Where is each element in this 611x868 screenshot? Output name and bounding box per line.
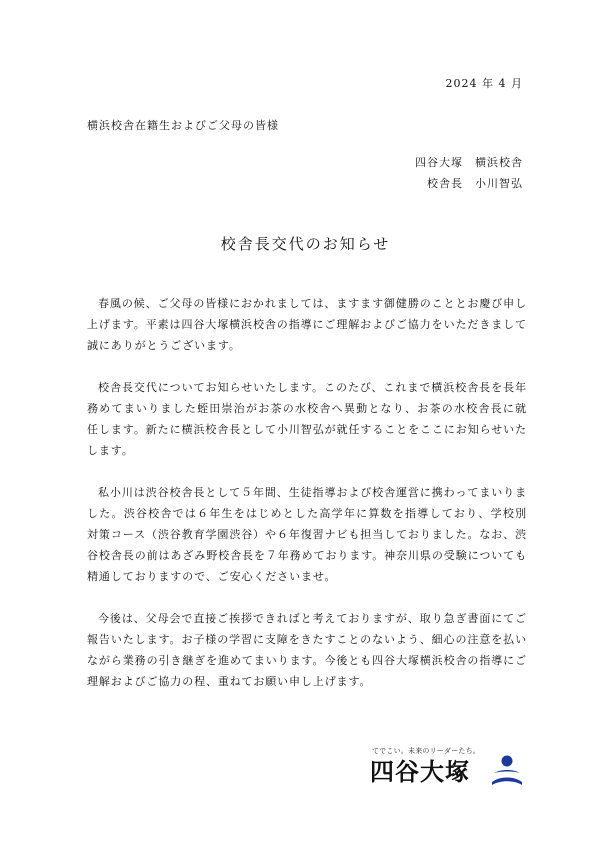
body-paragraph: 今後は、父母会で直接ご挨拶できればと考えておりますが、取り急ぎ書面にてご報告いたします。お子様の学習に支障をきたすことのないよう、細心の注意を払いながら業務の引き継ぎを進めてまいります。今後とも四谷大塚横浜校舎の指導にご理解およびご協力の程、重ねてお願い申し上げます。 xyxy=(87,612,527,688)
letter-sender xyxy=(415,152,523,194)
body-paragraph: 私小川は渋谷校舎長として５年間、生徒指導および校舎運営に携わってまいりました。渋谷校舎では６年生をはじめとした高学年に算数を指導しており、学校別対策コース（渋谷教育学園渋谷）や６年復習ナビも担当しておりました。なお、渋谷校舎長の前はあざみ野校舎長を７年務めております。神奈川県の受験についても精通しておりますので、ご安心くださいませ。 xyxy=(87,486,527,583)
body-paragraph: 校舎長交代についてお知らせいたします。このたび、これまで横浜校舎長を長年務めてまいりました蛭田崇治がお茶の水校舎へ異動となり、お茶の水校舎長に就任します。新たに横浜校舎長として小川智弘が就任することをここにお知らせいたします。 xyxy=(87,381,527,457)
letter-title: 校舎長交代のお知らせ xyxy=(220,235,391,253)
sender-name: 校舎長 小川智弘 xyxy=(427,177,523,190)
body-paragraph: 春風の候、ご父母の皆様におかれましては、ますます御健勝のこととお慶び申し上げます。平素は四谷大塚横浜校舎の指導にご理解およびご協力をいただきまして誠にありがとうございます。 xyxy=(87,297,527,352)
sender-organization: 四谷大塚 横浜校舎 xyxy=(415,156,523,169)
mark-arc xyxy=(494,770,520,773)
letter-addressee: 横浜校舎在籍生およびご父母の皆様 xyxy=(87,119,279,132)
mark-base xyxy=(492,778,522,786)
logo-wordmark: 四谷大塚 xyxy=(370,758,470,786)
letter-body xyxy=(87,293,527,713)
mark-head xyxy=(502,756,513,767)
yotsuya-otsuka-mark-icon xyxy=(489,752,525,788)
letter-date: 2024 年 4 月 xyxy=(445,77,523,90)
logo-tagline: てでこい。未来のリーダーたち。 xyxy=(372,747,480,755)
brand-logo xyxy=(370,746,530,791)
